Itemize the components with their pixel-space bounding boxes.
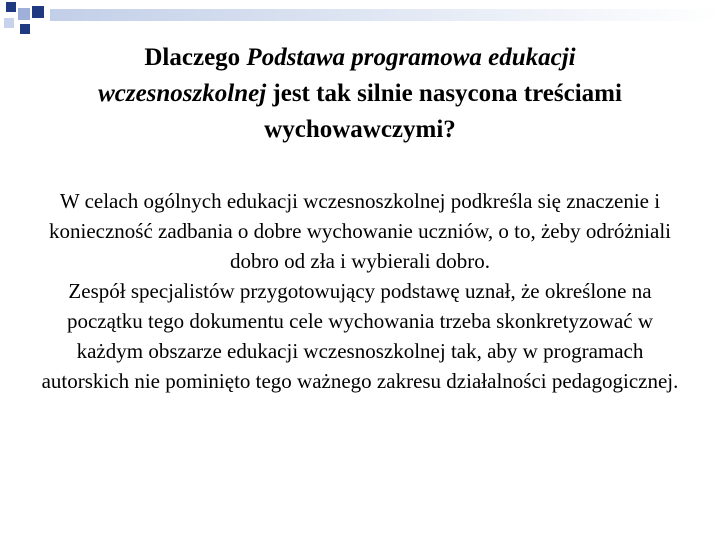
decor-square-light-2 [4, 18, 14, 28]
decor-square-dark-2 [32, 6, 44, 18]
paragraph-1: W celach ogólnych edukacji wczesnoszkolnej podkreśla się znaczenie i konieczność zadbania o dobre wychowanie uczniów, o to, żeby odróżniali dobro od zła i wybierali dobro. [49, 189, 671, 273]
title-part-1: Dlaczego [144, 44, 247, 71]
title-document-name: Podstawa programowa edukacji wczesnoszkolnej [98, 44, 576, 107]
title-part-3: jest tak silnie nasycona treściami wychowawczymi? [264, 80, 622, 143]
decor-gradient-bar [50, 9, 720, 21]
header-decoration [0, 0, 720, 40]
slide-body [40, 186, 680, 396]
paragraph-2: Zespół specjalistów przygotowujący podstawę uznał, że określone na początku tego dokumentu cele wychowania trzeba skonkretyzować w każdym obszarze edukacji wczesnoszkolnej tak, aby w programach autorskich nie pominięto tego ważnego zakresu działalności pedagogicznej. [41, 279, 679, 393]
slide-title [60, 40, 660, 148]
decor-square-light-1 [18, 8, 30, 20]
decor-square-dark-3 [20, 24, 30, 34]
decor-square-dark-1 [6, 2, 16, 12]
